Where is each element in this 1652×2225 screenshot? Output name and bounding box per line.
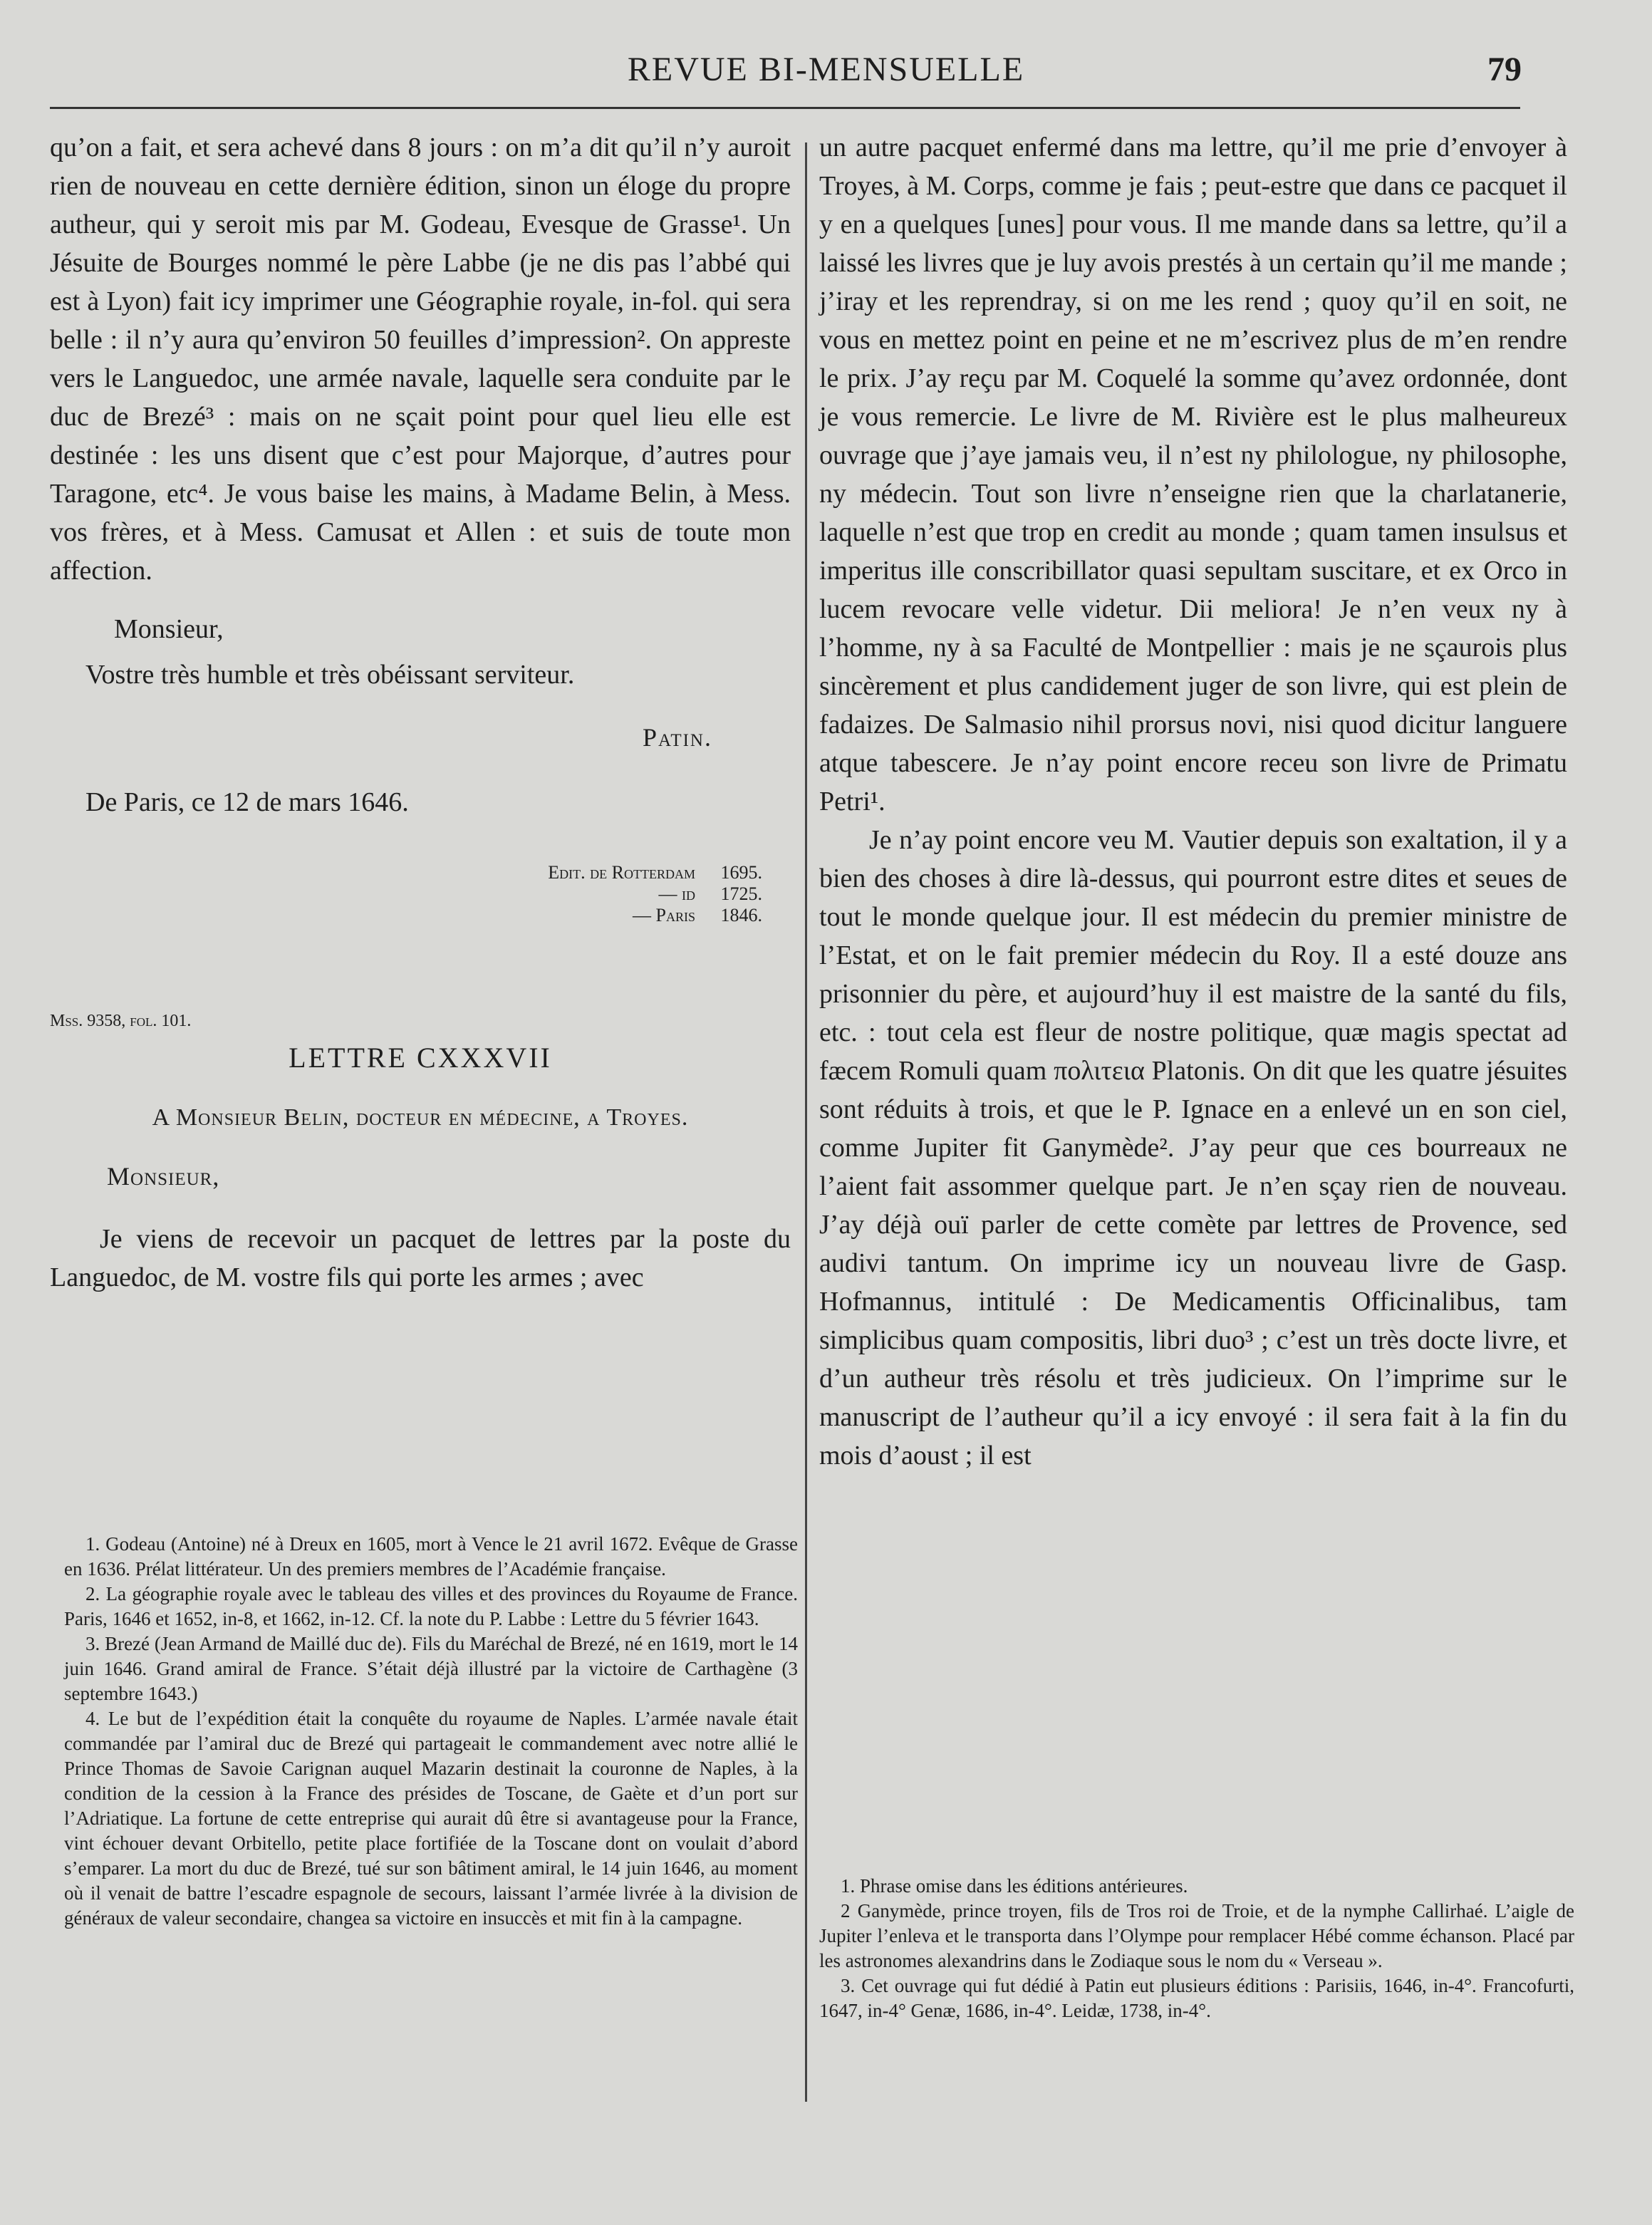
manuscript-reference: Mss. 9358, fol. 101. [50,1012,192,1030]
footnote: 3. Brezé (Jean Armand de Maillé duc de). Fils du Maréchal de Brezé, né en 1619, mort le 14 juin 1646. Grand amiral de France. S’était déjà illustré par la victoire de Carthagène (3 septembre 1643.) [64,1633,798,1704]
closing-salutation: Monsieur, [114,614,224,644]
footnote: 2 Ganymède, prince troyen, fils de Tros roi de Troie, et de la nymphe Callirhaé. L’aigle de Jupiter l’enleva et le transporta dans l’Olympe pour remplacer Hébé comme échanson. Placé par les astronomes alexandrins dans le Zodiaque sous le nom du « Verseau ». [819,1900,1574,1971]
edition-label: Edit. de Rotterdam [548,862,695,883]
footnotes-left [64,1532,798,1931]
footnote: 2. La géographie royale avec le tableau des villes et des provinces du Royaume de France. Paris, 1646 et 1652, in-8, et 1662, in-12. Cf. la note du P. Labbe : Lettre du 5 février 1643. [64,1583,798,1629]
footnote: 3. Cet ouvrage qui fut dédié à Patin eut plusieurs éditions : Parisiis, 1646, in-4°. Francofurti, 1647, in-4° Genæ, 1686, in-4°. Leidæ, 1738, in-4°. [819,1975,1574,2021]
left-paragraph: qu’on a fait, et sera achevé dans 8 jours : on m’a dit qu’il n’y auroit rien de nouveau en cette dernière édition, sinon un éloge du propre autheur, qui y seroit mis par M. Godeau, Evesque de Grasse¹. Un Jésuite de Bourges nommé le père Labbe (je ne dis pas l’abbé qui est à Lyon) fait icy imprimer une Géographie royale, in-fol. qui sera belle : il n’y aura qu’environ 50 feuilles d’impression². On appreste vers le Languedoc, une armée navale, laquelle sera conduite par le duc de Brezé³ : mais on ne sçait point pour quel lieu elle est destinée : les uns disent que c’est pour Majorque, d’autres pour Taragone, etc⁴. Je vous baise les mains, à Madame Belin, à Mess. vos frères, et à Mess. Camusat et Allen : et suis de toute mon affection. [50,133,791,586]
addressee: A Monsieur Belin, docteur en médecine, a Troyes. [152,1104,689,1131]
edition-label: — Paris [633,905,695,925]
edition-year: 1846. [720,905,762,925]
page-number: 79 [1487,51,1522,88]
edition-year: 1695. [720,862,762,883]
dateline: De Paris, ce 12 de mars 1646. [85,787,409,817]
letter-opening-paragraph: Je viens de recevoir un pacquet de lettres par la poste du Languedoc, de M. vostre fils qui porte les armes ; avec [50,1224,791,1292]
right-paragraph-2: Je n’ay point encore veu M. Vautier depuis son exaltation, il y a bien des choses à dire là-dessus, qui pourront estre dites et seues de tout le monde quelque jour. Il est médecin du premier ministre de l’Estat, et on le fait premier médecin du Roy. Il a esté douze ans prisonnier du père, et aujourd’huy il est maistre de la santé du fils, etc. : tout cela est fleur de nostre politique, quæ magis spectat ad fæcem Romuli quam πολιτεια Platonis. On dit que les quatre jésuites sont réduits à trois, et que le P. Ignace en a enlevé un en son ciel, comme Jupiter fit Ganymède². J’ay peur que ces bourreaux ne l’aient fait assommer quelque part. Je n’en sçay rien de nouveau. J’ay déjà ouï parler de cette comète par lettres de Provence, sed audivi tantum. On imprime icy un nouveau livre de Gasp. Hofmannus, intitulé : De Medicamentis Officinalibus, tam simplicibus quam compositis, libri duo³ ; c’est un très docte livre, et d’un autheur très résolu et très judicieux. On l’imprime sur le manuscript de l’autheur qu’il a icy envoyé : il sera fait à la fin du mois d’aoust ; il est [819,825,1567,1471]
right-paragraph-1: un autre pacquet enfermé dans ma lettre, qu’il me prie d’envoyer à Troyes, à M. Corps, comme je fais ; peut-estre que dans ce pacquet il y en a quelques [unes] pour vous. Il me mande dans sa lettre, qu’il a laissé les livres que je luy avois prestés à un certain qu’il me mande ; j’iray et les reprendray, si on me les rend ; quoy qu’il en soit, ne vous en mettez point en peine et ne m’escrivez plus de m’en rendre le prix. J’ay reçu par M. Coquelé la somme qu’avez ordonnée, dont je vous remercie. Le livre de M. Rivière est le plus malheureux ouvrage que j’aye jamais veu, il n’est ny philologue, ny philosophe, ny médecin. Tout son livre n’enseigne rien que la charlatanerie, laquelle n’est que trop en credit au monde ; quam tamen insulsus et imperitus ille conscribillator quasi sepultam suscitare, et ex Orco in lucem revocare velle videtur. Dii meliora! Je n’en veux ny à l’homme, ny à sa Faculté de Montpellier : mais je ne sçaurois plus sincèrement et plus candidement juger de son livre, qui est plein de fadaizes. De Salmasio nihil prorsus novi, nisi quod dicitur languere atque tabescere. Je n’ay point encore receu son livre de Primatu Petri¹. [819,133,1567,816]
left-column [50,128,791,1297]
header-rule [50,107,1520,109]
footnote: 4. Le but de l’expédition était la conquête du royaume de Naples. L’armée navale était commandée par l’amiral duc de Brezé qui partageait le commandement avec notre allié le Prince Thomas de Savoie Carignan auquel Mazarin destinait la couronne de Naples, à la condition de la cession à la France des présides de Toscane, de Gaète et d’un port sur l’Adriatique. La fortune de cette entreprise qui aurait dû être si avantageuse pour la France, vint échouer devant Orbitello, petite place fortifiée de la Toscane dont on voulait d’abord s’emparer. La mort du duc de Brezé, tué sur son bâtiment amiral, le 14 juin 1646, au moment où il venait de battre l’escadre espagnole de secours, laissant l’armée livrée à la division de généraux de valeur secondaire, changea sa victoire en insuccès et mit fin à la campagne. [64,1708,798,1929]
footnote: 1. Godeau (Antoine) né à Dreux en 1605, mort à Vence le 21 avril 1672. Evêque de Grasse en 1636. Prélat littérateur. Un des premiers membres de l’Académie française. [64,1533,798,1580]
column-divider [805,142,807,2102]
edition-row [50,905,791,926]
letter-title: LETTRE CXXXVII [289,1042,552,1074]
editions-list [50,862,791,926]
signature: Patin. [643,723,712,752]
opening-salutation: Monsieur, [107,1162,220,1191]
closing-formula: Vostre très humble et très obéissant serviteur. [85,660,575,690]
edition-label: — id [658,883,695,904]
edition-year: 1725. [720,883,762,904]
footnotes-right [819,1874,1574,2023]
right-column [819,128,1567,1475]
edition-row [50,883,791,905]
footnote: 1. Phrase omise dans les éditions antérieures. [841,1875,1188,1897]
running-header-title: REVUE BI-MENSUELLE [627,51,1025,88]
edition-row [50,862,791,883]
